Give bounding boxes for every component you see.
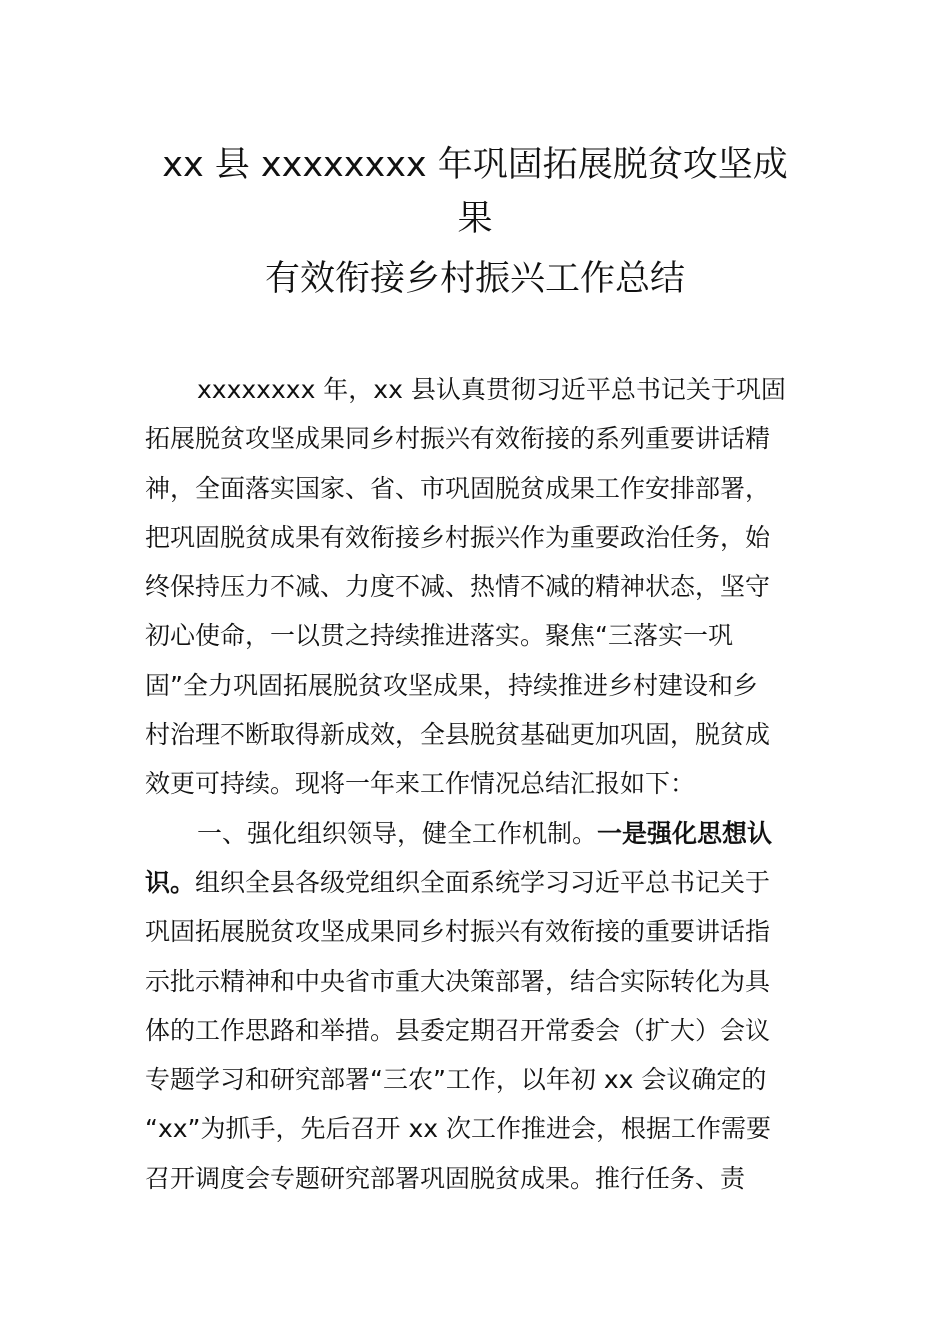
paragraph-line: 巩固拓展脱贫攻坚成果同乡村振兴有效衔接的重要讲话指	[145, 917, 771, 947]
document-title	[150, 138, 800, 306]
paragraph-line: 神，全面落实国家、省、市巩固脱贫成果工作安排部署，	[145, 473, 771, 503]
bold-lead-end: 识。	[145, 867, 196, 897]
paragraph-line: 固”全力巩固拓展脱贫攻坚成果，持续推进乡村建设和乡	[145, 670, 758, 700]
paragraph-line: xxxxxxxx 年，xx 县认真贯彻习近平总书记关于巩固	[197, 375, 786, 404]
paragraph-line: 村治理不断取得新成效，全县脱贫基础更加巩固，脱贫成	[145, 720, 771, 750]
paragraph-line: 拓展脱贫攻坚成果同乡村振兴有效衔接的系列重要讲话精	[145, 424, 771, 454]
paragraph-line: 专题学习和研究部署“三农”工作，以年初 xx 会议确定的	[145, 1065, 767, 1095]
paragraph-line: 终保持压力不减、力度不减、热情不减的精神状态，坚守	[145, 572, 771, 602]
title-line-1: xx 县 xxxxxxxx 年巩固拓展脱贫攻坚成	[162, 145, 788, 185]
section-heading: 一、强化组织领导，健全工作机制。	[197, 818, 598, 848]
paragraph-line	[145, 809, 810, 858]
bold-lead: 一是强化思想认	[597, 818, 773, 848]
paragraph-line: 效更可持续。现将一年来工作情况总结汇报如下：	[145, 769, 696, 799]
paragraph-line: 把巩固脱贫成果有效衔接乡村振兴作为重要政治任务，始	[145, 522, 771, 552]
paragraph-line: 示批示精神和中央省市重大决策部署，结合实际转化为具	[145, 966, 771, 996]
paragraph-intro	[145, 365, 810, 809]
document-body	[145, 365, 810, 1203]
paragraph-text: 组织全县各级党组织全面系统学习习近平总书记关于	[195, 867, 771, 897]
title-line-1-continued: 果	[457, 199, 493, 239]
paragraph-line	[145, 858, 810, 907]
paragraph-line: 体的工作思路和举措。县委定期召开常委会（扩大）会议	[145, 1015, 771, 1045]
paragraph-section-one	[145, 809, 810, 1203]
paragraph-line: 初心使命，一以贯之持续推进落实。聚焦“三落实一巩	[145, 621, 733, 651]
title-line-2: 有效衔接乡村振兴工作总结	[264, 259, 685, 299]
paragraph-line: 召开调度会专题研究部署巩固脱贫成果。推行任务、责	[145, 1163, 746, 1193]
paragraph-line: “xx”为抓手，先后召开 xx 次工作推进会，根据工作需要	[145, 1114, 771, 1144]
